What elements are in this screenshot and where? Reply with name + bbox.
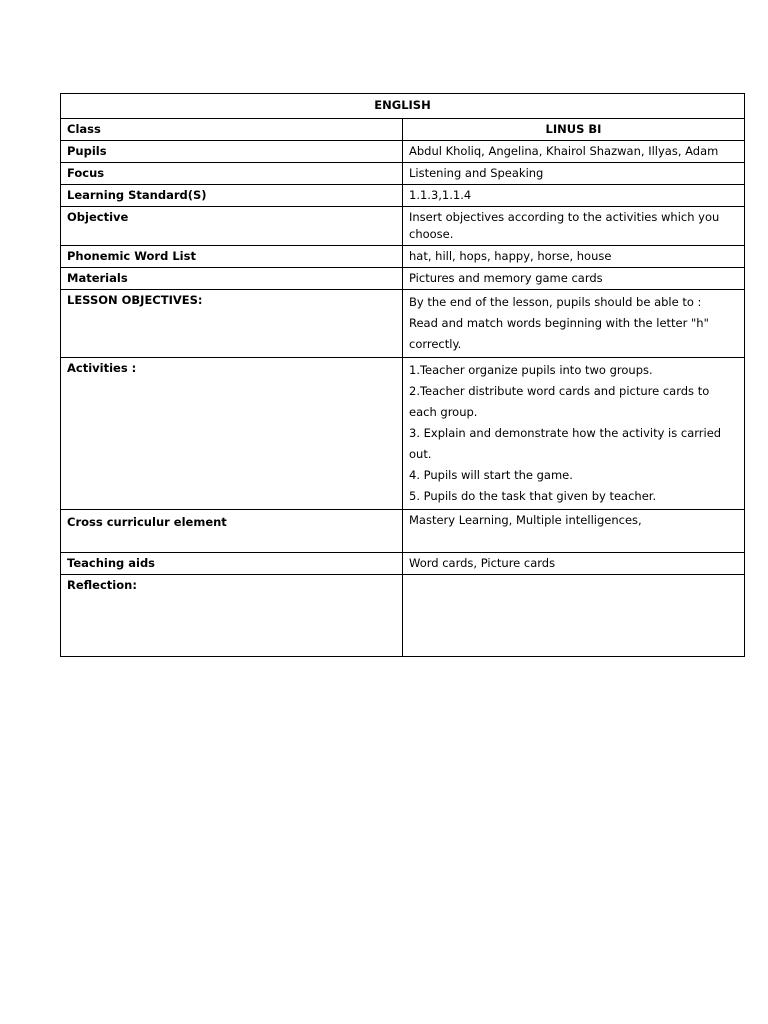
lesson-objectives-value [403, 290, 745, 358]
activities-label: Activities : [61, 358, 403, 510]
teaching-aids-value: Word cards, Picture cards [403, 553, 745, 575]
row-label: Objective [61, 207, 403, 246]
row-label: Materials [61, 268, 403, 290]
activity-line: 2.Teacher distribute word cards and picture cards to each group. [409, 384, 710, 419]
lesson-plan-table [60, 93, 745, 657]
lesson-objectives-label: LESSON OBJECTIVES: [61, 290, 403, 358]
table-row [61, 246, 745, 268]
teaching-aids-row [61, 553, 745, 575]
row-label: Focus [61, 163, 403, 185]
table-row [61, 119, 745, 141]
cross-curricular-row [61, 510, 745, 553]
row-label: Pupils [61, 141, 403, 163]
activity-line: 5. Pupils do the task that given by teacher. [409, 489, 657, 503]
table-row [61, 141, 745, 163]
row-value: Listening and Speaking [403, 163, 745, 185]
row-value: hat, hill, hops, happy, horse, house [403, 246, 745, 268]
lesson-objectives-row [61, 290, 745, 358]
reflection-row [61, 575, 745, 657]
activities-value [403, 358, 745, 510]
row-label: Learning Standard(S) [61, 185, 403, 207]
activities-row [61, 358, 745, 510]
plan-title: ENGLISH [61, 94, 745, 119]
row-value: Pictures and memory game cards [403, 268, 745, 290]
table-row [61, 185, 745, 207]
activity-line: 3. Explain and demonstrate how the activity is carried out. [409, 426, 722, 461]
objective-line: Read and match words beginning with the letter "h" correctly. [409, 316, 709, 351]
table-row [61, 163, 745, 185]
activity-line: 1.Teacher organize pupils into two groups. [409, 363, 653, 377]
table-row [61, 207, 745, 246]
row-label: Phonemic Word List [61, 246, 403, 268]
teaching-aids-label: Teaching aids [61, 553, 403, 575]
reflection-value [403, 575, 745, 657]
row-value: Insert objectives according to the activities which you choose. [403, 207, 745, 246]
activity-line: 4. Pupils will start the game. [409, 468, 573, 482]
objective-line: By the end of the lesson, pupils should be able to : [409, 295, 702, 309]
reflection-label: Reflection: [61, 575, 403, 657]
title-row [61, 94, 745, 119]
cross-curricular-value: Mastery Learning, Multiple intelligences, [403, 510, 745, 553]
row-label: Class [61, 119, 403, 141]
cross-curricular-label: Cross curriculur element [61, 510, 403, 553]
row-value: Abdul Kholiq, Angelina, Khairol Shazwan, Illyas, Adam [403, 141, 745, 163]
class-value: LINUS BI [403, 119, 745, 141]
table-row [61, 268, 745, 290]
row-value: 1.1.3,1.1.4 [403, 185, 745, 207]
